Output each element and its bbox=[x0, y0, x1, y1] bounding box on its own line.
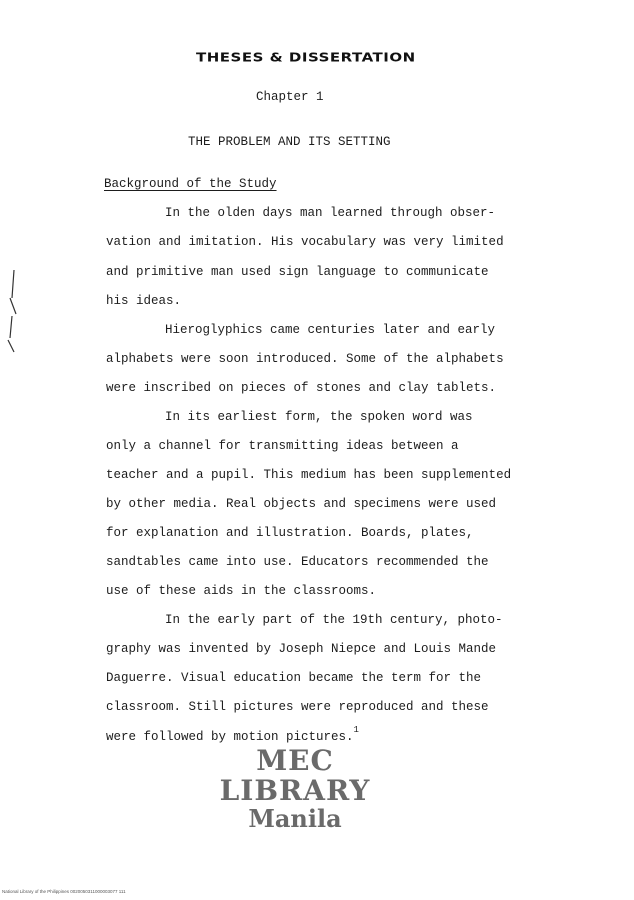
body-line: Hieroglyphics came centuries later and early bbox=[165, 323, 496, 337]
body-line-text: were followed by motion pictures. bbox=[106, 730, 354, 744]
body-line: were inscribed on pieces of stones and clay tablets. bbox=[106, 381, 497, 395]
body-line: use of these aids in the classrooms. bbox=[106, 584, 377, 598]
body-line: alphabets were soon introduced. Some of the alphabets bbox=[106, 352, 504, 366]
body-line: graphy was invented by Joseph Niepce and Louis Mande bbox=[106, 642, 497, 656]
chapter-title: THE PROBLEM AND ITS SETTING bbox=[188, 135, 391, 149]
footnote-marker: 1 bbox=[353, 725, 359, 735]
body-line: vation and imitation. His vocabulary was very limited bbox=[106, 235, 504, 249]
body-line: by other media. Real objects and specimens were used bbox=[106, 497, 497, 511]
body-line: for explanation and illustration. Boards, plates, bbox=[106, 526, 474, 540]
library-stamp-name: MEC LIBRARY bbox=[219, 744, 371, 807]
body-line: and primitive man used sign language to communicate bbox=[106, 265, 489, 279]
chapter-number: Chapter 1 bbox=[256, 90, 324, 104]
body-line: his ideas. bbox=[106, 294, 182, 308]
scan-footer: National Library of the Philippines 0020050311000003077 111 bbox=[2, 889, 126, 894]
body-line: only a channel for transmitting ideas between a bbox=[106, 439, 459, 453]
body-line: teacher and a pupil. This medium has been supplemented bbox=[106, 468, 512, 482]
library-stamp bbox=[200, 746, 390, 832]
body-line-last bbox=[106, 725, 359, 744]
handwritten-margin-mark bbox=[2, 268, 22, 358]
body-line: In its earliest form, the spoken word was bbox=[165, 410, 473, 424]
section-heading: Background of the Study bbox=[104, 177, 277, 191]
body-line: Daguerre. Visual education became the term for the bbox=[106, 671, 482, 685]
body-line: In the olden days man learned through obser- bbox=[165, 206, 496, 220]
library-stamp-city: Manila bbox=[248, 804, 342, 833]
body-line: sandtables came into use. Educators recommended the bbox=[106, 555, 489, 569]
theses-dissertation-stamp: THESES & DISSERTATION bbox=[196, 50, 416, 65]
body-line: In the early part of the 19th century, photo- bbox=[165, 613, 503, 627]
body-line: classroom. Still pictures were reproduced and these bbox=[106, 700, 489, 714]
